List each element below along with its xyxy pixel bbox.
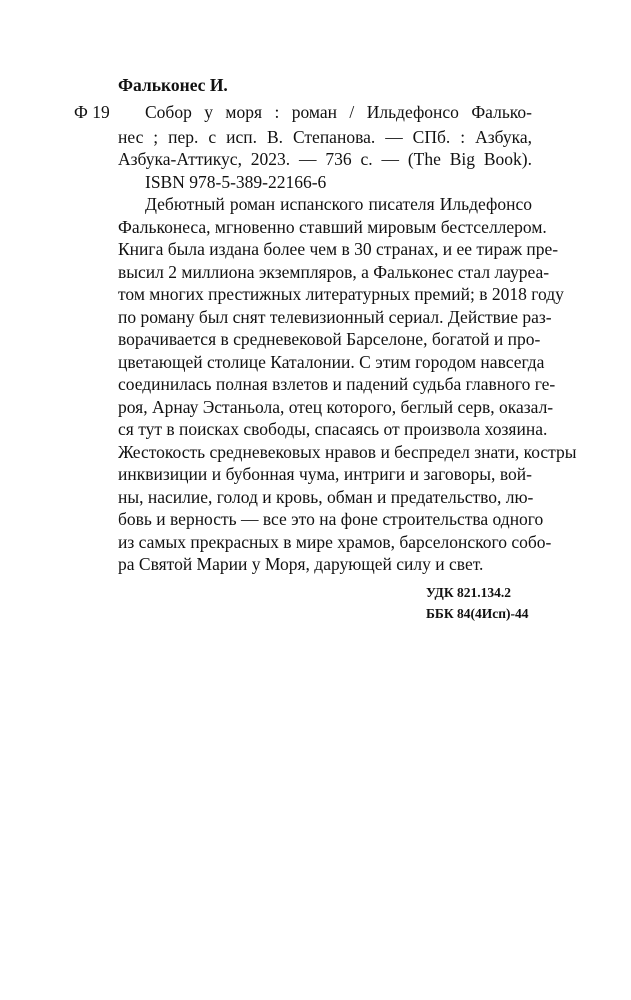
author-heading: Фальконес И.	[118, 75, 228, 95]
annotation-line: по роману был снят телевизионный сериал. Действие раз-	[118, 307, 552, 327]
annotation-line: Дебютный роман испанского писателя Ильдефонсо	[145, 194, 532, 214]
annotation-line: Жестокость средневековых нравов и беспредел знати, костры	[118, 442, 577, 462]
annotation-line: высил 2 миллиона экземпляров, а Фальконес стал лауреа-	[118, 262, 550, 282]
isbn: ISBN 978-5-389-22166-6	[145, 172, 327, 192]
annotation-line: соединилась полная взлетов и падений судьба главного ге-	[118, 374, 556, 394]
bibliographic-line: Собор у моря : роман / Ильдефонсо Фалько-	[145, 102, 532, 122]
udc-index: УДК 821.134.2	[426, 585, 511, 600]
annotation-line: инквизиции и бубонная чума, интриги и заговоры, вой-	[118, 464, 532, 484]
annotation-line: ра Святой Марии у Моря, дарующей силу и свет.	[118, 554, 484, 574]
annotation-line: бовь и верность — все это на фоне строительства одного	[118, 509, 544, 529]
annotation-line: цветающей столице Каталонии. С этим городом навсегда	[118, 352, 545, 372]
annotation-line: ся тут в поисках свободы, спасаясь от произвола хозяина.	[118, 419, 548, 439]
annotation-line: ворачивается в средневековой Барселоне, богатой и про-	[118, 329, 541, 349]
bibliographic-line: Азбука-Аттикус, 2023. — 736 с. — (The Big Book).	[118, 149, 532, 169]
bibliographic-line: нес ; пер. с исп. В. Степанова. — СПб. : Азбука,	[118, 127, 532, 147]
annotation-line: ны, насилие, голод и кровь, обман и предательство, лю-	[118, 487, 534, 507]
annotation-line: из самых прекрасных в мире храмов, барселонского собо-	[118, 532, 552, 552]
annotation-line: Книга была издана более чем в 30 странах, и ее тираж пре-	[118, 239, 559, 259]
annotation-line: Фальконеса, мгновенно ставший мировым бестселлером.	[118, 217, 547, 237]
bbk-index: ББК 84(4Исп)-44	[426, 606, 529, 621]
annotation-line: том многих престижных литературных премий; в 2018 году	[118, 284, 564, 304]
classification-code: Ф 19	[74, 102, 110, 122]
annotation-line: роя, Арнау Эстаньола, отец которого, беглый серв, оказал-	[118, 397, 554, 417]
